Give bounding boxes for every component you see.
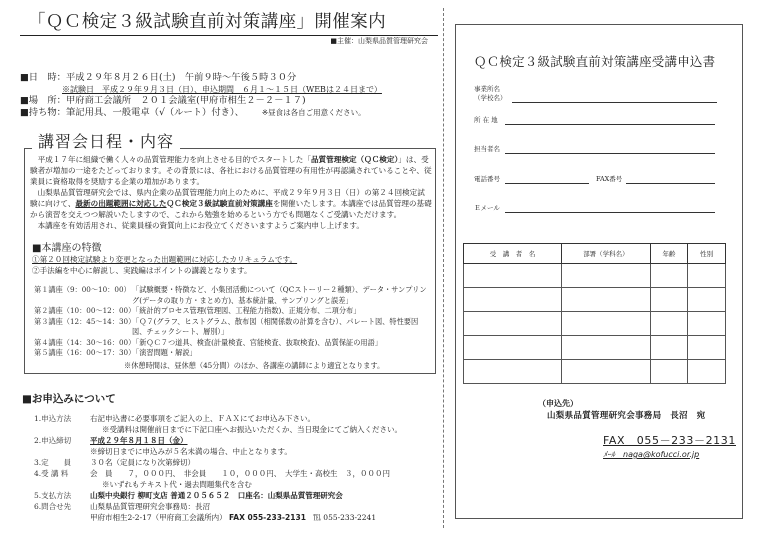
lecture-time: 第１講座（9：00～10：00） <box>34 285 131 294</box>
phone-label: 電話番号 <box>474 175 500 183</box>
gender-cell[interactable] <box>688 360 726 384</box>
age-cell[interactable] <box>650 312 688 336</box>
deadline-date: 平成２９年８月１８日（金） <box>90 436 188 445</box>
contact-line <box>90 512 434 523</box>
phone-field[interactable] <box>505 183 589 184</box>
destination-heading: （申込先） <box>538 399 578 408</box>
contact-person-field[interactable] <box>505 153 715 154</box>
lecture-content: 「新ＱＣ７つ道具、検査(計量検査、官能検査、抜取検査)、品質保証の用語」 <box>132 337 382 347</box>
header-age: 年齢 <box>650 244 688 264</box>
email-address[interactable]: naga@kofucci.or.jp <box>623 450 700 459</box>
application-heading: ■お申込みについて <box>22 393 116 405</box>
schedule-heading: 講習会日程・内容 <box>32 129 180 152</box>
intro-1c: 」は、受験者が増加の一途をたどっております。その背景には、各社における品質管理の有用性が再認識されていることや、従業員に資格取得を奨励する企業の増加があります。 <box>30 155 432 186</box>
lecture-row <box>34 317 432 338</box>
feature-1: ①第２０回検定試験より変更となった出題範囲に対応したカリキュラムです。 <box>32 255 298 264</box>
email-prefix: ﾒｰﾙ <box>603 450 615 459</box>
event-bring <box>20 107 382 119</box>
intro-1b: 品質管理検定（ＱＣ検定） <box>310 155 399 164</box>
department-cell[interactable] <box>562 360 651 384</box>
table-row <box>464 312 726 336</box>
apply-key: 6.問合せ先 <box>34 502 72 511</box>
application-details <box>34 413 434 523</box>
name-cell[interactable] <box>464 336 562 360</box>
gender-cell[interactable] <box>688 288 726 312</box>
apply-key: 5.支払方法 <box>34 491 72 500</box>
header-gender: 性別 <box>688 244 726 264</box>
lunch-note: ※昼食は各自ご用意ください。 <box>261 107 366 117</box>
lecture-row <box>34 338 432 349</box>
office-field[interactable] <box>512 102 717 103</box>
contact-person-label: 担当者名 <box>474 145 500 153</box>
apply-fee <box>34 468 434 490</box>
header-department: 部署（学科名） <box>562 244 651 264</box>
contact-address: 甲府市相生2-2-17（甲府商工会議所内） <box>90 513 227 522</box>
department-cell[interactable] <box>562 288 651 312</box>
page-title: 「ＱＣ検定３級試験直前対策講座」開催案内 <box>20 8 438 36</box>
apply-capacity <box>34 457 434 468</box>
destination-org: 山梨県品質管理研究会事務局 長沼 宛 <box>547 411 706 421</box>
apply-method <box>34 413 434 435</box>
lecture-content: 「統計的プロセス管理(管理図、工程能力指数)、正規分布、二項分布」 <box>132 306 361 315</box>
age-cell[interactable] <box>650 360 688 384</box>
lecture-time: 第２講座（10：00～12：00） <box>34 306 136 315</box>
apply-line: 右記申込書に必要事項をご記入の上、ＦＡＸにてお申込み下さい。 <box>90 414 315 423</box>
apply-value: 山梨中央銀行 柳町支店 普通２０５６５２ 口座名：山梨県品質管理研究会 <box>90 491 343 500</box>
email-field[interactable] <box>505 212 715 213</box>
age-cell[interactable] <box>650 336 688 360</box>
department-cell[interactable] <box>562 312 651 336</box>
lecture-schedule <box>34 285 432 359</box>
lecture-content: 「演習問題・解説」 <box>132 348 197 357</box>
age-cell[interactable] <box>650 264 688 288</box>
name-cell[interactable] <box>464 360 562 384</box>
department-cell[interactable] <box>562 264 651 288</box>
contact-fax: FAX 055-233-2131 <box>229 513 306 522</box>
intro-paragraph-1 <box>30 154 432 187</box>
apply-line: ※締切日までに申込みが５名未満の場合、中止となります。 <box>90 447 292 456</box>
address-field[interactable] <box>505 124 715 125</box>
participants-table <box>463 243 726 384</box>
apply-line: ※いずれもテキスト代・過去問題集代を含む <box>102 480 252 489</box>
apply-key: 2.申込締切 <box>34 436 72 445</box>
apply-value: ３０名（定員になり次第締切） <box>90 458 195 467</box>
break-note: ※休憩時間は、昼休憩（45分間）のほか、各講座の講師により適宜となります。 <box>124 361 385 370</box>
lecture-time: 第３講座（12：45～14：30） <box>34 316 136 326</box>
header-name: 受 講 者 名 <box>464 244 562 264</box>
intro-text <box>30 154 432 231</box>
features <box>32 242 432 276</box>
fax-label: FAX番号 <box>596 175 623 183</box>
office-label-1: 事業所名 <box>474 85 500 93</box>
name-cell[interactable] <box>464 312 562 336</box>
office-label <box>474 85 507 103</box>
age-cell[interactable] <box>650 288 688 312</box>
gender-cell[interactable] <box>688 312 726 336</box>
intro-2b: 最新の出題範囲に対応した <box>75 199 167 208</box>
features-heading: ■本講座の特徴 <box>32 243 102 254</box>
apply-line: 山梨県品質管理研究会事務局：長沼 <box>90 502 210 511</box>
apply-key: 4.受 講 料 <box>34 469 69 478</box>
intro-1a: 平成１７年に組織で働く人々の品質管理能力を向上させる目的でスタートした「 <box>37 155 311 164</box>
apply-line: 会 員 ７，０００円、 非会員 １０，０００円、 大学生・高校生 ３，０００円 <box>90 469 390 478</box>
table-row <box>464 264 726 288</box>
lecture-content: 「試験概要・特徴など、小集団活動について（QCストーリー２種類）、データ・サンプリング(データの取り方・まとめ方)、基本統計量、サンプリングと誤差」 <box>132 285 427 305</box>
lecture-content: 「Ｑ７(グラフ、ヒストグラム、散布図（相関係数の計算を含む）、パレート図、特性要因図、チェックシート、層別）」 <box>132 316 419 336</box>
fax-field[interactable] <box>626 183 715 184</box>
destination-fax: FAX 055－233－2131 <box>603 434 736 447</box>
apply-key: 3.定 員 <box>34 458 72 467</box>
destination-email[interactable] <box>603 449 699 460</box>
event-place: ■場 所：甲府商工会議所 ２０１会議室(甲府市相生２－２－１７) <box>20 95 306 106</box>
bring-items: ■持ち物：筆記用具、一般電卓（√（ルート）付き）、 <box>20 106 244 118</box>
email-label: Ｅメール <box>474 204 500 212</box>
intro-2a: 山梨県品質管理研究会では、県内企業の品質管理能力向上のために、平成２９年９月３日（日）の第２４回検定試験に向けて、 <box>30 188 425 208</box>
intro-2c: ＱＣ検定３級試験直前対策講座 <box>166 199 273 208</box>
apply-value <box>90 413 434 435</box>
lecture-time: 第５講座（16：00～17：30） <box>34 348 136 357</box>
apply-value <box>90 501 434 523</box>
intro-paragraph-3: 本講座を有効活用され、従業員様の資質向上にお役立てくださいますようご案内申し上げます。 <box>37 221 364 230</box>
event-date: ■日 時：平成２９年８月２６日(土) 午前９時～午後５時３０分 <box>20 72 297 83</box>
office-label-2: （学校名） <box>474 94 507 102</box>
gender-cell[interactable] <box>688 336 726 360</box>
lecture-row <box>34 306 432 317</box>
apply-contact <box>34 501 434 523</box>
form-title: ＱＣ検定３級試験直前対策講座受講申込書 <box>474 54 716 69</box>
table-header-row <box>464 244 726 264</box>
table-row <box>464 336 726 360</box>
gender-cell[interactable] <box>688 264 726 288</box>
lecture-row <box>34 285 432 306</box>
event-info <box>20 72 382 118</box>
feature-2: ②手法編を中心に解説し、実践編はポイントの講義となります。 <box>32 265 252 275</box>
table-row <box>464 360 726 384</box>
exam-date-note: ※試験日 平成２９年９月３日（日）、申込期間 ６月１～１５日（WEBは２４日まで） <box>62 84 382 94</box>
table-row <box>464 288 726 312</box>
apply-payment <box>34 490 434 501</box>
lecture-time: 第４講座（14：30～16：00） <box>34 337 136 347</box>
name-cell[interactable] <box>464 264 562 288</box>
apply-deadline <box>34 435 434 457</box>
lecture-row <box>34 348 432 359</box>
name-cell[interactable] <box>464 288 562 312</box>
apply-value <box>90 435 434 457</box>
apply-value <box>90 468 434 490</box>
sponsor-text: ■主催：山梨県品質管理研究会 <box>330 37 428 45</box>
cut-line <box>443 8 444 528</box>
intro-paragraph-2 <box>30 187 432 220</box>
address-label: 所 在 地 <box>474 116 498 124</box>
apply-key: 1.申込方法 <box>34 414 72 423</box>
intro-2d: を開催いたします。本講座では品質管理の基礎から演習を交えつつ解説いたしますので、これから勉強を始めるという方でも問題なくご受講いただけます。 <box>30 199 432 219</box>
contact-tel: ℡ 055-233-2241 <box>313 513 377 522</box>
department-cell[interactable] <box>562 336 651 360</box>
apply-line: ※受講料は開催前日までに下記口座へお振込いただくか、当日現金にてご納入ください。 <box>102 425 402 434</box>
